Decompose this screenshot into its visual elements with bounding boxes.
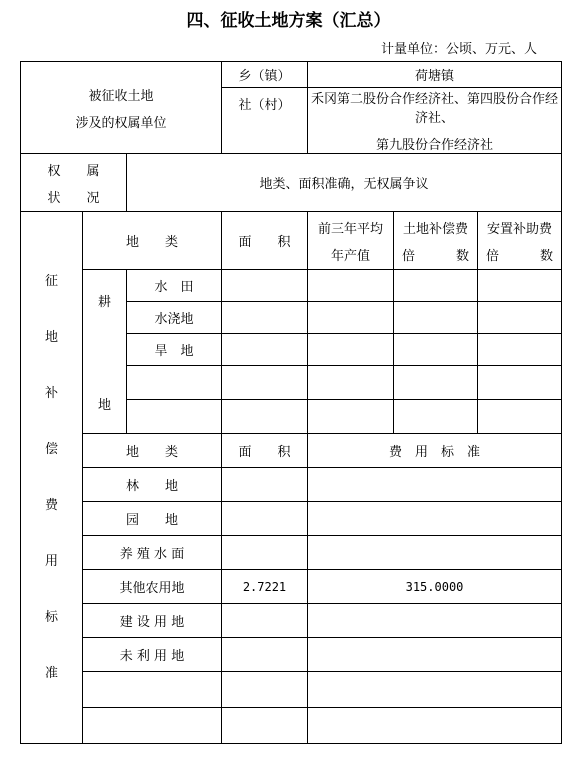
cultivated-resettle bbox=[478, 270, 562, 302]
other-land-area: 2.7221 bbox=[222, 570, 308, 604]
other-land-type: 养 殖 水 面 bbox=[83, 536, 222, 570]
other-land-area bbox=[222, 672, 308, 708]
header-avg-value-cell bbox=[308, 212, 394, 270]
header-land-comp-cell bbox=[394, 212, 478, 270]
other-land-standard bbox=[308, 468, 562, 502]
cultivated-area bbox=[222, 366, 308, 400]
side-char: 用 bbox=[44, 553, 58, 569]
owner-label-line2: 涉及的权属单位 bbox=[75, 115, 167, 131]
cultivated-area bbox=[222, 270, 308, 302]
cultivated-land-comp bbox=[394, 400, 478, 434]
other-land-type bbox=[83, 672, 222, 708]
other-land-type: 林 地 bbox=[83, 468, 222, 502]
other-land-type: 建 设 用 地 bbox=[83, 604, 222, 638]
side-char: 补 bbox=[44, 385, 58, 401]
other-land-area bbox=[222, 536, 308, 570]
cultivated-avg-value bbox=[308, 302, 394, 334]
cultivated-resettle bbox=[478, 400, 562, 434]
cultivated-avg-value bbox=[308, 270, 394, 302]
village-value-line1: 禾冈第二股份合作经济社、第四股份合作经济社、 bbox=[311, 92, 559, 126]
side-char: 标 bbox=[44, 609, 58, 625]
ownership-value: 地类、面积准确，无权属争议 bbox=[127, 154, 562, 212]
cultivated-label-top: 耕 bbox=[97, 294, 111, 310]
other-land-area bbox=[222, 502, 308, 536]
cultivated-type: 旱 地 bbox=[127, 334, 222, 366]
header-land-comp-right: 数 bbox=[455, 248, 469, 264]
land-acquisition-table bbox=[20, 61, 562, 744]
header-land-comp-line1: 土地补偿费 bbox=[402, 221, 468, 237]
other-land-standard: 315.0000 bbox=[308, 570, 562, 604]
header-area: 面 积 bbox=[222, 212, 308, 270]
other-land-type: 园 地 bbox=[83, 502, 222, 536]
header-land-comp-left: 倍 bbox=[402, 248, 416, 264]
cultivated-land-comp bbox=[394, 366, 478, 400]
header2-area: 面 积 bbox=[222, 434, 308, 468]
ownership-label-line2: 状 况 bbox=[47, 190, 100, 206]
other-land-type: 未 利 用 地 bbox=[83, 638, 222, 672]
other-land-standard bbox=[308, 708, 562, 744]
village-value-cell bbox=[308, 88, 562, 154]
header-land-type: 地 类 bbox=[83, 212, 222, 270]
cultivated-land-comp bbox=[394, 334, 478, 366]
other-land-area bbox=[222, 638, 308, 672]
cultivated-area bbox=[222, 400, 308, 434]
cultivated-type bbox=[127, 400, 222, 434]
side-char: 偿 bbox=[44, 441, 58, 457]
other-land-area bbox=[222, 708, 308, 744]
side-char: 征 bbox=[44, 273, 58, 289]
header2-land-type: 地 类 bbox=[83, 434, 222, 468]
cultivated-avg-value bbox=[308, 400, 394, 434]
header-resettle-cell bbox=[478, 212, 562, 270]
cultivated-land-comp bbox=[394, 270, 478, 302]
cultivated-resettle bbox=[478, 366, 562, 400]
other-land-standard bbox=[308, 536, 562, 570]
side-char: 地 bbox=[44, 329, 58, 345]
other-land-type: 其他农用地 bbox=[83, 570, 222, 604]
other-land-standard bbox=[308, 672, 562, 708]
side-char: 准 bbox=[44, 665, 58, 681]
cultivated-type: 水 田 bbox=[127, 270, 222, 302]
other-land-standard bbox=[308, 638, 562, 672]
cultivated-avg-value bbox=[308, 366, 394, 400]
cultivated-type: 水浇地 bbox=[127, 302, 222, 334]
cultivated-avg-value bbox=[308, 334, 394, 366]
cultivated-land-comp bbox=[394, 302, 478, 334]
other-land-standard bbox=[308, 502, 562, 536]
cultivated-type bbox=[127, 366, 222, 400]
ownership-label-line1: 权 属 bbox=[47, 163, 100, 179]
cultivated-label-bottom: 地 bbox=[97, 397, 111, 413]
owner-label-cell bbox=[21, 62, 222, 154]
header-avg-value-line1: 前三年平均 bbox=[317, 221, 383, 237]
ownership-label-cell bbox=[21, 154, 127, 212]
cultivated-resettle bbox=[478, 334, 562, 366]
header-resettle-right: 数 bbox=[540, 248, 554, 264]
village-value-line2: 第九股份合作经济社 bbox=[376, 138, 494, 153]
cultivated-area bbox=[222, 302, 308, 334]
header-resettle-line1: 安置补助费 bbox=[487, 221, 553, 237]
cultivated-area bbox=[222, 334, 308, 366]
village-label: 社（村） bbox=[222, 88, 308, 154]
township-value: 荷塘镇 bbox=[308, 62, 562, 88]
compensation-side-label bbox=[21, 212, 83, 744]
township-label: 乡（镇） bbox=[222, 62, 308, 88]
cultivated-label-cell bbox=[83, 270, 127, 434]
header-avg-value-line2: 年产值 bbox=[330, 248, 370, 264]
page-title: 四、征收土地方案（汇总） bbox=[186, 11, 391, 31]
other-land-area bbox=[222, 604, 308, 638]
other-land-area bbox=[222, 468, 308, 502]
cultivated-resettle bbox=[478, 302, 562, 334]
other-land-type bbox=[83, 708, 222, 744]
header-resettle-left: 倍 bbox=[486, 248, 500, 264]
other-land-standard bbox=[308, 604, 562, 638]
side-char: 费 bbox=[44, 497, 58, 513]
header2-standard: 费 用 标 准 bbox=[308, 434, 562, 468]
owner-label-line1: 被征收土地 bbox=[88, 88, 154, 104]
unit-note: 计量单位：公顷、万元、人 bbox=[380, 42, 537, 57]
